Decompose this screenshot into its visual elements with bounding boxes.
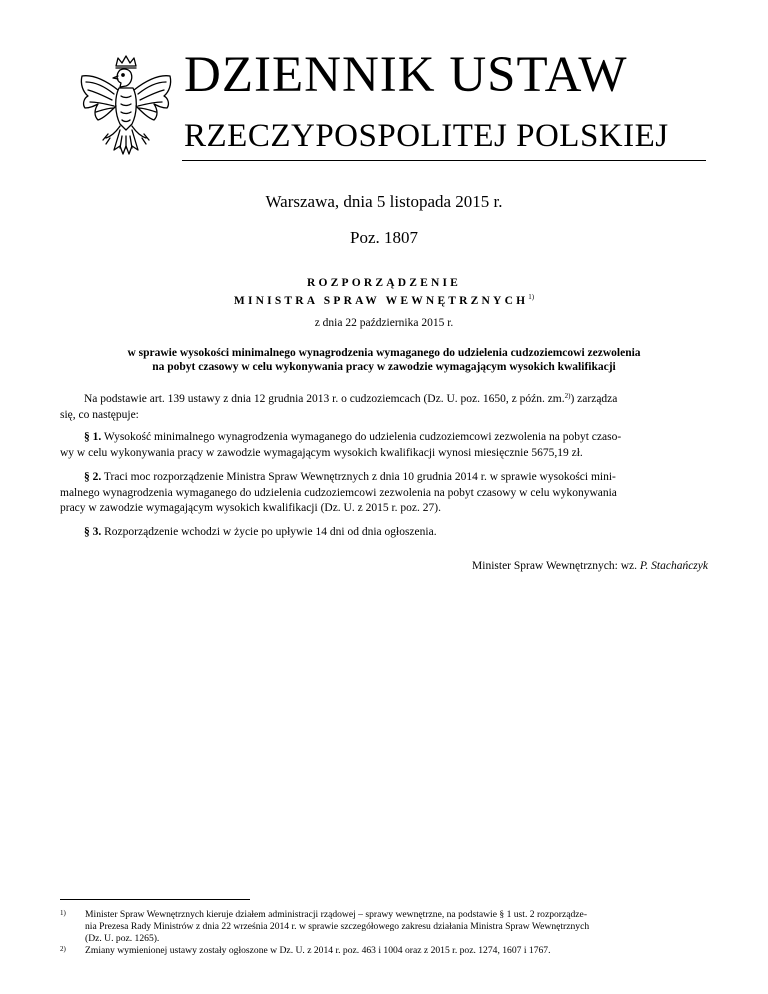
section-text: Traci moc rozporządzenie Ministra Spraw Wewnętrznych z dnia 10 grudnia 2014 r. w sprawie wysokości mini- [101,471,616,483]
act-date: z dnia 22 października 2015 r. [314,317,454,329]
act-issuer-text: MINISTRA SPRAW WEWNĘTRZNYCH [233,295,529,307]
section-line [60,430,708,446]
footnote-mark: 1) [60,909,66,917]
act-subject-line: na pobyt czasowy w celu wykonywania pracy w zawodzie wymagającym wysokich kwalifikacji [152,361,616,373]
preamble-line: się, co następuje: [60,408,139,421]
act-issuer [60,293,708,307]
preamble-text: Na podstawie art. 139 ustawy z dnia 12 grudnia 2013 r. o cudzoziemcach (Dz. U. poz. 1650, z późn. zm. [84,393,565,405]
journal-title: DZIENNIK USTAW [184,47,628,103]
section-line [60,470,708,486]
section-label: § 1. [84,431,102,443]
publication-dateline: Warszawa, dnia 5 listopada 2015 r. [265,192,503,211]
footnote-ref-1[interactable]: 1) [528,293,535,301]
footnote-ref-2[interactable]: 2) [564,392,571,400]
journal-subtitle: RZECZYPOSPOLITEJ POLSKIEJ [184,118,669,154]
signature-prefix: Minister Spraw Wewnętrznych: wz. [472,560,640,572]
footnote-line: Zmiany wymienionej ustawy zostały ogłoszone w Dz. U. z 2014 r. poz. 463 i 1004 oraz z 2015 r. poz. 1274, 1607 i 1767. [85,945,551,956]
act-subject-line: w sprawie wysokości minimalnego wynagrodzenia wymaganego do udzielenia cudzoziemcowi zezwolenia [127,347,641,359]
section-line: pracy w zawodzie wymagającym wysokich kwalifikacji (Dz. U. z 2015 r. poz. 27). [60,502,441,514]
section-text: Rozporządzenie wchodzi w życie po upływie 14 dni od dnia ogłoszenia. [101,526,437,538]
act-subject [60,346,708,374]
section-line [60,525,708,541]
footnote-mark: 2) [60,945,66,953]
publication-position: Poz. 1807 [350,228,418,247]
section-line: wy w celu wykonywania pracy w zawodzie wymagającym wysokich kwalifikacji wynosi miesięcznie 5675,19 zł. [60,446,583,459]
section-3-paragraph [60,525,708,541]
footnote-text [85,909,708,945]
footnote-line: (Dz. U. poz. 1265). [85,933,160,944]
section-2-paragraph [60,470,708,517]
section-label: § 3. [84,526,102,538]
section-label: § 2. [84,471,102,483]
header-divider [182,160,706,161]
footnote-line: Minister Spraw Wewnętrznych kieruje działem administracji rządowej – sprawy wewnętrzne, na podstawie § 1 ust. 2 rozporządze- [85,909,588,920]
footnote-divider [60,899,250,900]
preamble-line [60,389,708,408]
signature [472,560,708,572]
section-line: malnego wynagrodzenia wymaganego do udzielenia cudzoziemcowi zezwolenia na pobyt czasowy w celu wykonywania [60,486,617,499]
act-type: ROZPORZĄDZENIE [306,277,462,289]
footnote-text [85,945,708,957]
footnote-line: nia Prezesa Rady Ministrów z dnia 22 września 2014 r. w sprawie szczegółowego zakresu działania Ministra Spraw Wewnętrznych [85,921,590,932]
signature-name: P. Stachańczyk [639,560,708,572]
preamble-paragraph [60,389,708,423]
section-text: Wysokość minimalnego wynagrodzenia wymaganego do udzielenia cudzoziemcowi zezwolenia na pobyt czaso- [101,431,622,443]
section-1-paragraph [60,430,708,461]
preamble-text: ) zarządza [570,393,618,405]
polish-eagle-emblem-icon [76,52,176,164]
